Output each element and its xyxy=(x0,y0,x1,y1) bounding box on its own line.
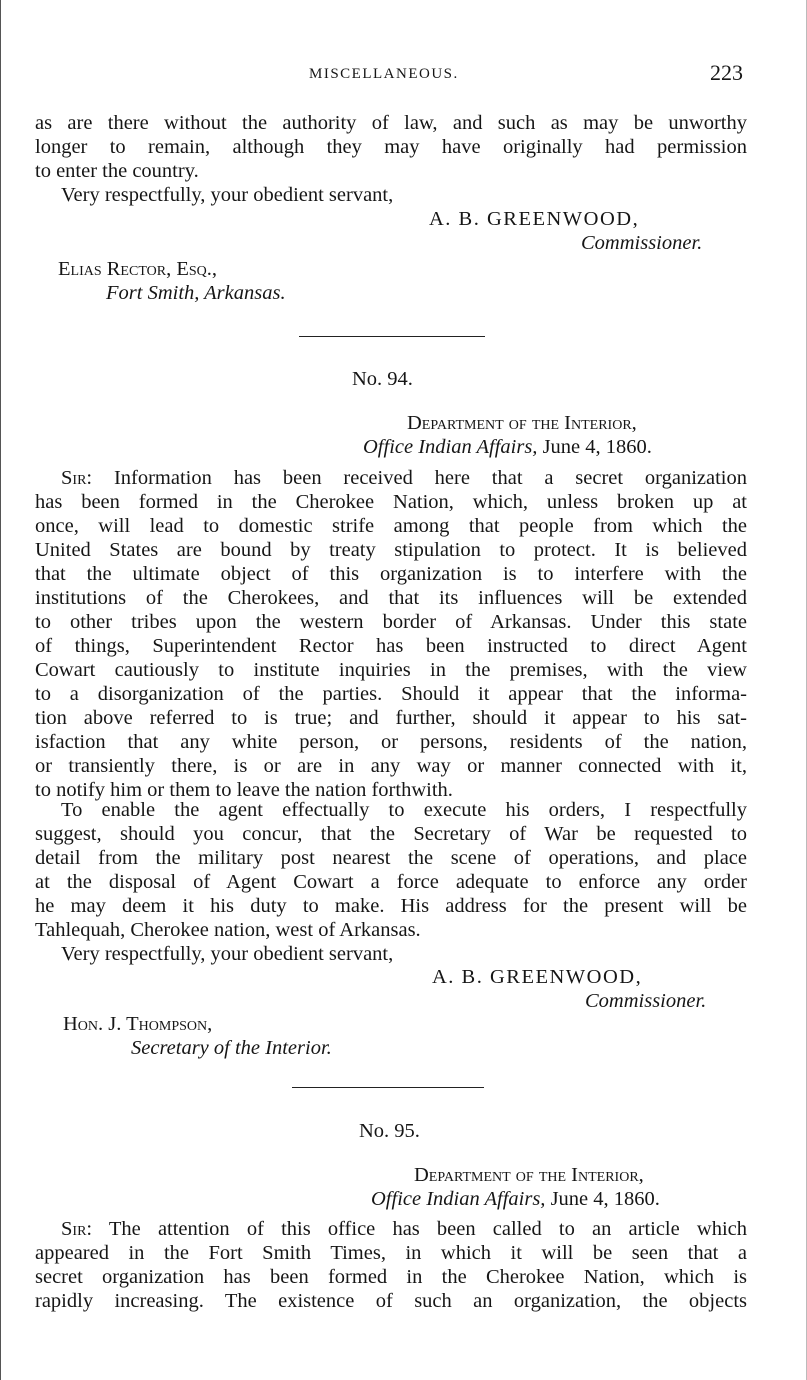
text-line: secret organization has been formed in the Cherokee Nation, which is xyxy=(35,1266,747,1288)
signature-name: A. B. GREENWOOD, xyxy=(429,208,640,230)
text-line: to other tribes upon the western border of Arkansas. Under this state xyxy=(35,611,747,633)
page-header xyxy=(1,60,807,90)
dateline-office: Office Indian Affairs, xyxy=(363,436,538,458)
closing: Very respectfully, your obedient servant, xyxy=(61,184,394,206)
addressee-name: Hon. J. Thompson, xyxy=(63,1013,213,1035)
paragraph-first-line xyxy=(35,1217,747,1241)
text-line: United States are bound by treaty stipulation to protect. It is believed xyxy=(35,539,747,561)
closing: Very respectfully, your obedient servant, xyxy=(61,943,394,965)
salutation: Sir: xyxy=(61,467,93,489)
text-line: to enter the country. xyxy=(35,160,199,182)
text-line: detail from the military post nearest the scene of operations, and place xyxy=(35,847,747,869)
signature-title: Commissioner. xyxy=(585,990,707,1012)
text-line: once, will lead to domestic strife among that people from which the xyxy=(35,515,747,537)
text-line: has been formed in the Cherokee Nation, which, unless broken up at xyxy=(35,491,747,513)
dateline-office-date xyxy=(371,1187,660,1211)
text-line: rapidly increasing. The existence of such an organization, the objects xyxy=(35,1290,747,1312)
addressee-place: Fort Smith, Arkansas. xyxy=(106,282,286,304)
text-line: suggest, should you concur, that the Secretary of War be requested to xyxy=(35,823,747,845)
text-line: appeared in the Fort Smith Times, in which it will be seen that a xyxy=(35,1242,747,1264)
section-divider xyxy=(292,1087,484,1088)
dateline-office-date xyxy=(363,435,652,459)
text-line: of things, Superintendent Rector has been instructed to direct Agent xyxy=(35,635,747,657)
text-line: longer to remain, although they may have originally had permission xyxy=(35,136,747,158)
section-divider xyxy=(299,336,485,337)
text-line: To enable the agent effectually to execute his orders, I respectfully xyxy=(61,799,747,821)
signature-name: A. B. GREENWOOD, xyxy=(432,966,643,988)
text-line: tion above referred to is true; and further, should it appear to his sat- xyxy=(35,707,747,729)
dateline-department: Department of the Interior, xyxy=(414,1164,644,1186)
text-segment: The attention of this office has been called to an article which xyxy=(108,1218,747,1240)
paragraph-first-line xyxy=(35,466,747,490)
text-line: to a disorganization of the parties. Should it appear that the informa- xyxy=(35,683,747,705)
addressee-name: Elias Rector, Esq., xyxy=(58,258,217,280)
text-line: at the disposal of Agent Cowart a force adequate to enforce any order xyxy=(35,871,747,893)
dateline-date: June 4, 1860. xyxy=(550,1188,660,1210)
addressee-title: Secretary of the Interior. xyxy=(131,1037,332,1059)
text-line: he may deem it his duty to make. His address for the present will be xyxy=(35,895,747,917)
salutation: Sir: xyxy=(61,1218,93,1240)
document-number: No. 95. xyxy=(359,1120,420,1142)
text-line: isfaction that any white person, or persons, residents of the nation, xyxy=(35,731,747,753)
text-line: or transiently there, is or are in any way or manner connected with it, xyxy=(35,755,747,777)
page-number: 223 xyxy=(710,60,743,85)
dateline-date: June 4, 1860. xyxy=(542,436,652,458)
text-segment: Information has been received here that a secret organization xyxy=(113,467,748,489)
dateline-office: Office Indian Affairs, xyxy=(371,1188,546,1210)
text-line: that the ultimate object of this organization is to interfere with the xyxy=(35,563,747,585)
text-line: Tahlequah, Cherokee nation, west of Arkansas. xyxy=(35,919,421,941)
text-line: Cowart cautiously to institute inquiries in the premises, with the view xyxy=(35,659,747,681)
text-line: institutions of the Cherokees, and that its influences will be extended xyxy=(35,587,747,609)
running-head: MISCELLANEOUS. xyxy=(309,66,459,82)
text-line: to notify him or them to leave the nation forthwith. xyxy=(35,779,453,801)
dateline-department: Department of the Interior, xyxy=(407,412,637,434)
text-line: as are there without the authority of law, and such as may be unworthy xyxy=(35,112,747,134)
document-number: No. 94. xyxy=(352,368,413,390)
signature-title: Commissioner. xyxy=(581,232,703,254)
